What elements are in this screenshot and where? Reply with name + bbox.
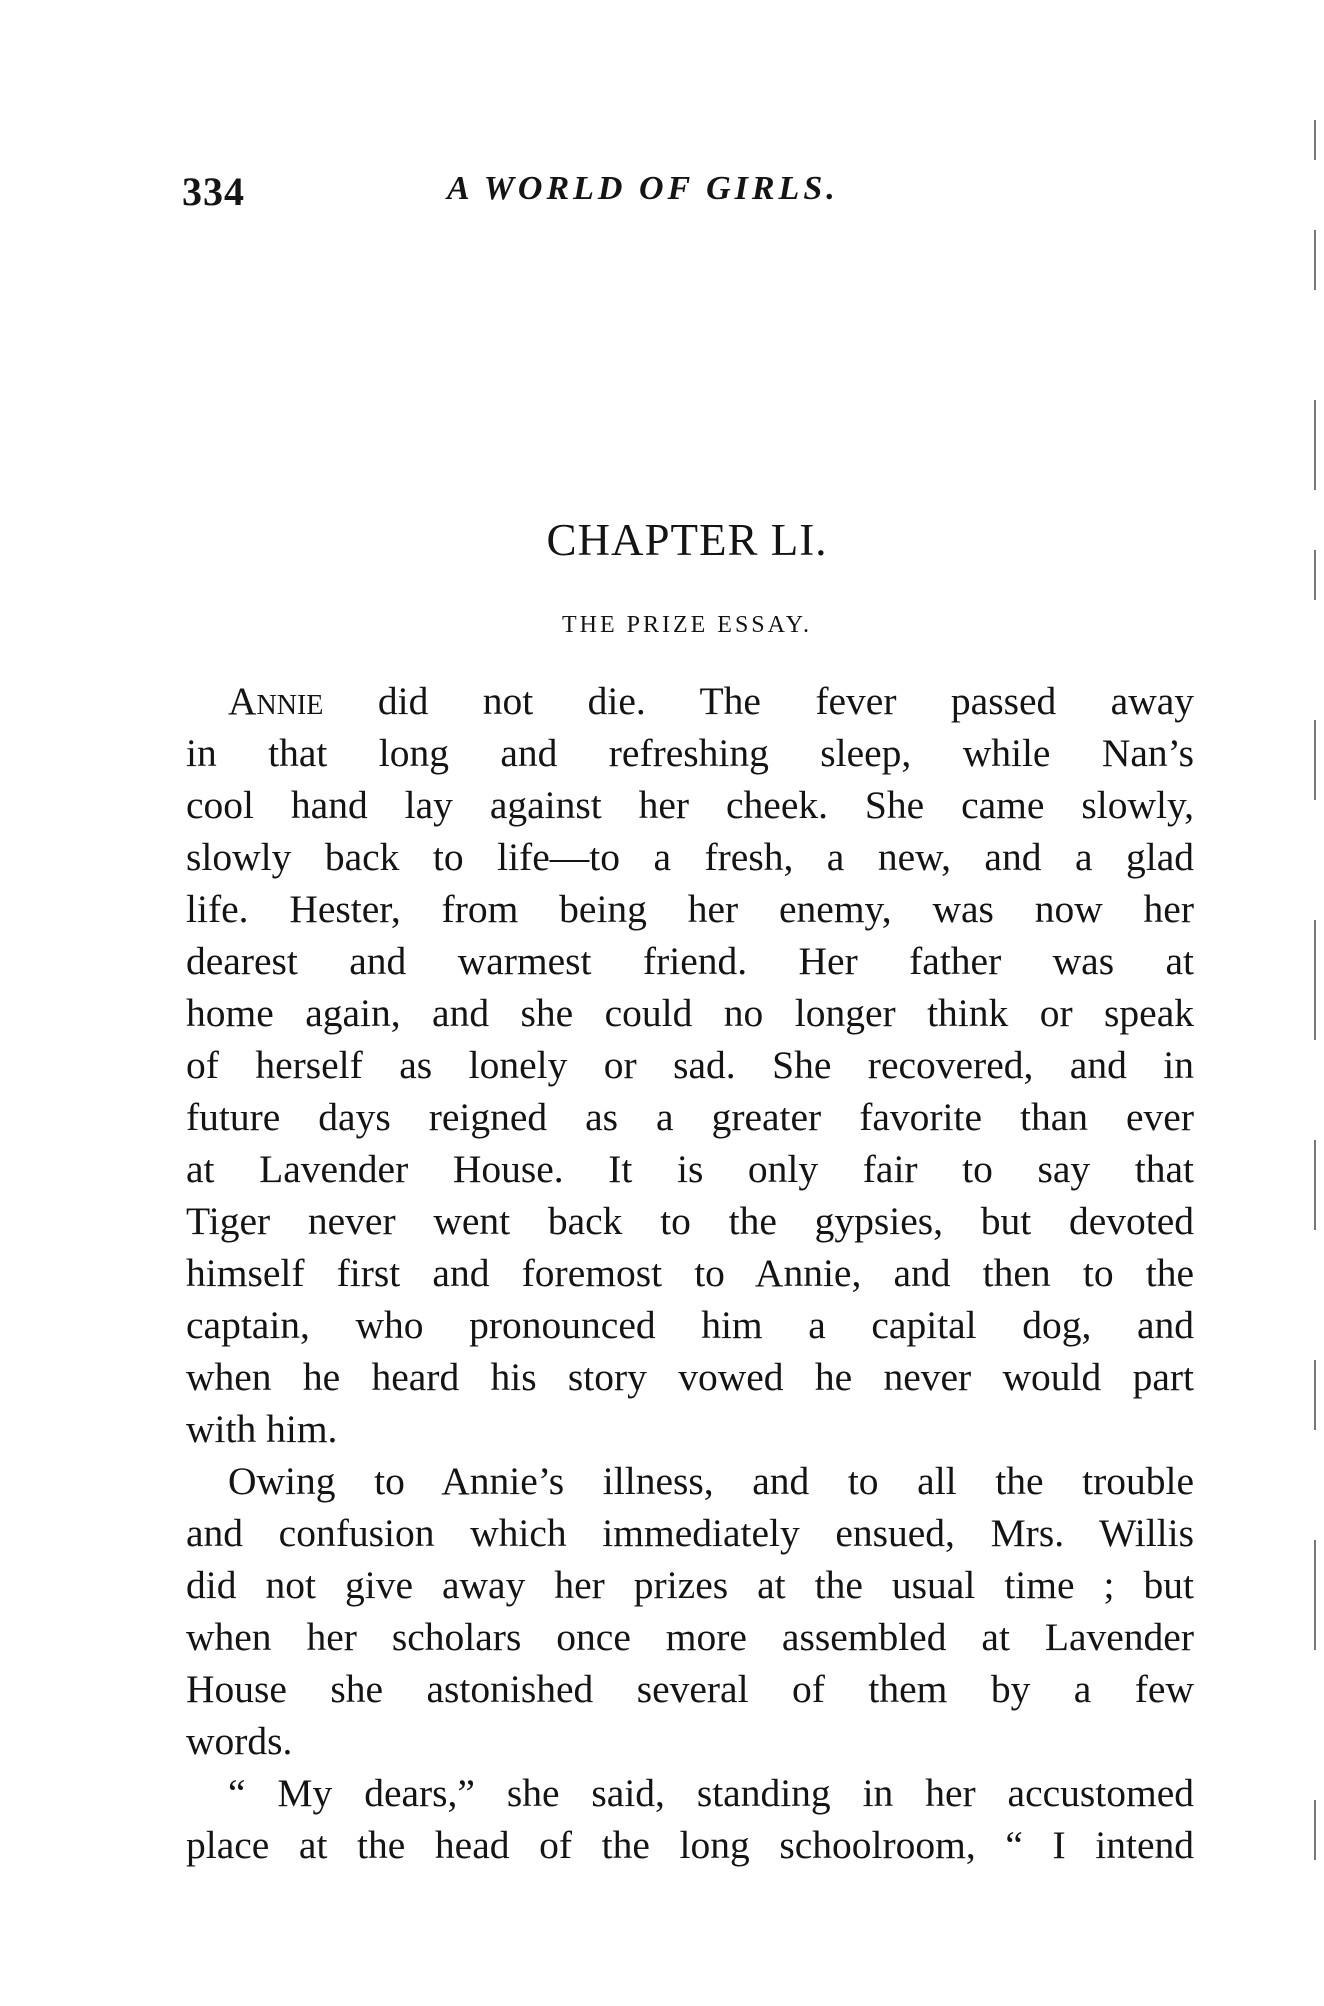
edge-mark: [1314, 230, 1316, 290]
edge-mark: [1314, 1540, 1316, 1650]
text-line: Tiger never went back to the gypsies, but devoted: [186, 1199, 1194, 1243]
book-title: A WORLD OF GIRLS.: [447, 170, 839, 207]
edge-mark: [1314, 1800, 1316, 1860]
text-line: captain, who pronounced him a capital dog, and: [186, 1303, 1194, 1347]
text-line: of herself as lonely or sad. She recovered, and in: [186, 1043, 1194, 1087]
text-line: life. Hester, from being her enemy, was now her: [186, 887, 1194, 931]
running-head: [182, 168, 1192, 228]
page-edge-shadow: [1298, 100, 1324, 1960]
text-line: himself first and foremost to Annie, and then to the: [186, 1251, 1194, 1295]
text-line: dearest and warmest friend. Her father was at: [186, 939, 1194, 983]
edge-mark: [1314, 120, 1316, 160]
text-line: did not give away her prizes at the usual time ; but: [186, 1563, 1194, 1607]
text-line: and confusion which immediately ensued, Mrs. Willis: [186, 1511, 1194, 1555]
text-line: when her scholars once more assembled at Lavender: [186, 1615, 1194, 1659]
body-text: [186, 675, 1194, 1871]
text-line: House she astonished several of them by a few: [186, 1667, 1194, 1711]
text-line: slowly back to life—to a fresh, a new, and a glad: [186, 835, 1194, 879]
page-number: 334: [182, 169, 245, 214]
text-line: in that long and refreshing sleep, while Nan’s: [186, 731, 1194, 775]
text-line: cool hand lay against her cheek. She came slowly,: [186, 783, 1194, 827]
edge-mark: [1314, 1360, 1316, 1430]
paragraph: [186, 1767, 1194, 1871]
paragraph: [186, 1455, 1194, 1767]
text-line: “ My dears,” she said, standing in her accustomed: [228, 1771, 1194, 1815]
text-line: Annie did not die. The fever passed away: [228, 679, 1195, 723]
chapter-heading: CHAPTER LI.: [546, 515, 828, 565]
paragraph: [186, 675, 1194, 1455]
text-line: Owing to Annie’s illness, and to all the trouble: [228, 1459, 1194, 1503]
text-line: words.: [186, 1719, 293, 1763]
edge-mark: [1314, 550, 1316, 600]
first-word: Annie: [228, 679, 324, 723]
text-line: at Lavender House. It is only fair to say that: [186, 1147, 1194, 1191]
text-line: home again, and she could no longer think or speak: [186, 991, 1194, 1035]
edge-mark: [1314, 400, 1316, 490]
text-line: when he heard his story vowed he never would part: [186, 1355, 1194, 1399]
text-line: with him.: [186, 1407, 338, 1451]
edge-mark: [1314, 920, 1316, 1040]
edge-mark: [1314, 1140, 1316, 1230]
text-line: place at the head of the long schoolroom, “ I intend: [186, 1823, 1194, 1867]
chapter-subtitle: THE PRIZE ESSAY.: [561, 612, 813, 638]
text-line: future days reigned as a greater favorite than ever: [186, 1095, 1194, 1139]
edge-mark: [1314, 720, 1316, 800]
